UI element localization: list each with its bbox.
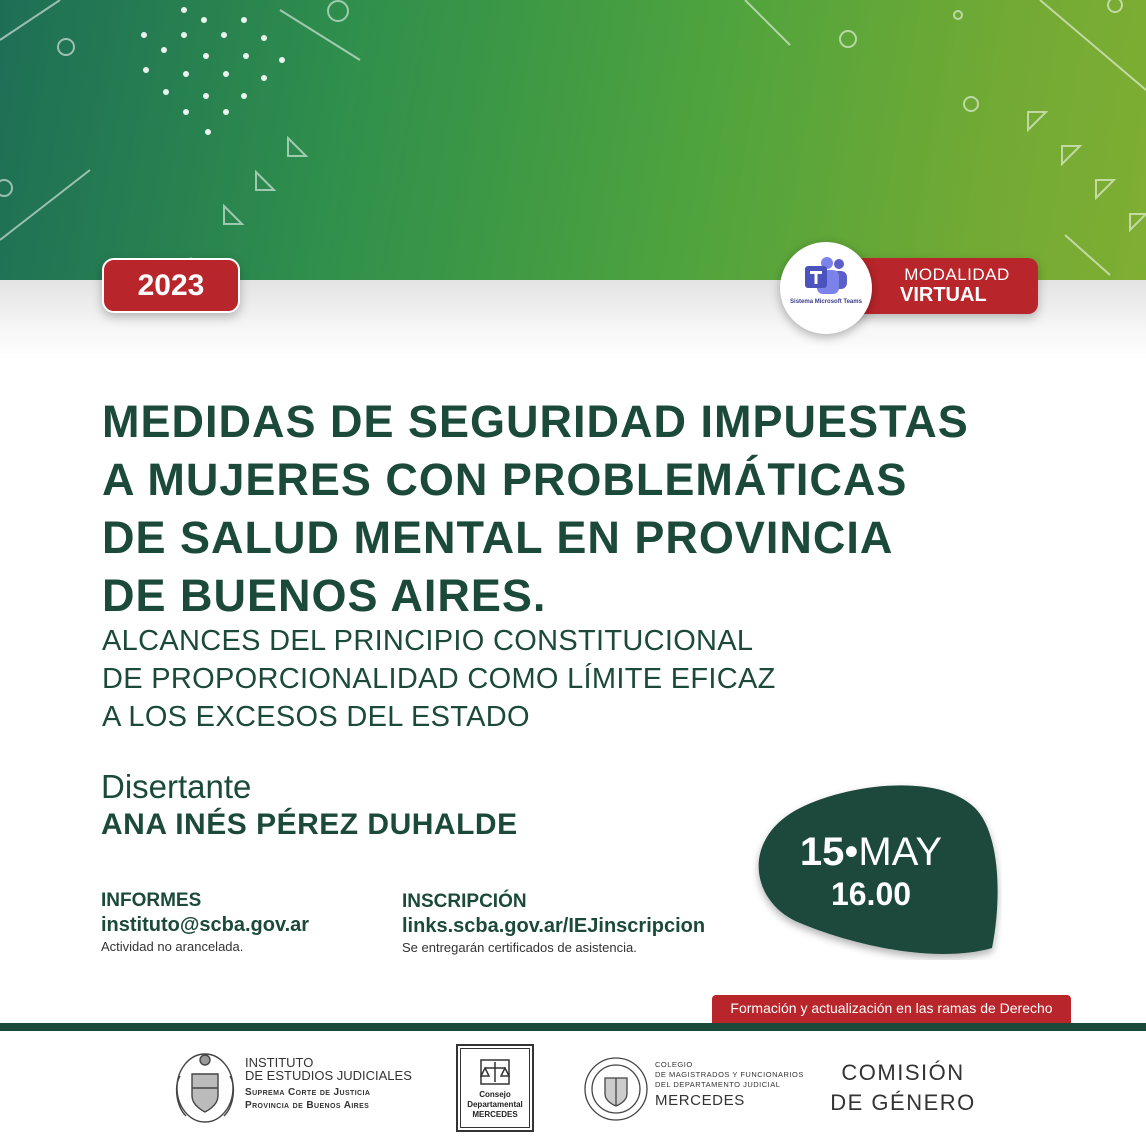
decorative-pattern-icon xyxy=(0,0,1146,282)
microsoft-teams-icon xyxy=(803,256,849,298)
comision-logo-text: COMISIÓN DE GÉNERO xyxy=(830,1060,976,1115)
scales-icon xyxy=(477,1056,513,1088)
consejo-line1: Consejo xyxy=(479,1090,511,1099)
coat-of-arms-icon xyxy=(172,1046,238,1126)
informes-note: Actividad no arancelada. xyxy=(101,939,244,954)
inscripcion-label: INSCRIPCIÓN xyxy=(402,891,527,912)
ieq-line4: Provincia de Buenos Aires xyxy=(245,1100,370,1111)
event-date xyxy=(740,828,1002,912)
colegio-line1: COLEGIO xyxy=(655,1060,693,1069)
colegio-line2: DE MAGISTRADOS Y FUNCIONARIOS xyxy=(655,1070,804,1079)
event-subtitle: ALCANCES DEL PRINCIPIO CONSTITUCIONAL DE PROPORCIONALIDAD COMO LÍMITE EFICAZ A LOS EXCESOS DEL ESTADO xyxy=(102,625,776,733)
colegio-seal-icon xyxy=(583,1056,649,1122)
modality-label: MODALIDAD xyxy=(904,265,1010,284)
consejo-line3: MERCEDES xyxy=(472,1110,518,1119)
ieq-line2: DE ESTUDIOS JUDICIALES xyxy=(245,1068,412,1083)
date-month: MAY xyxy=(858,830,943,874)
teams-caption: Sistema Microsoft Teams xyxy=(790,299,862,305)
teams-logo xyxy=(780,242,872,334)
ieq-logo-text xyxy=(245,1056,412,1112)
modality-value: VIRTUAL xyxy=(900,284,987,306)
footer-divider xyxy=(0,1023,1146,1031)
ieq-line3: Suprema Corte de Justicia xyxy=(245,1087,371,1098)
date-day: 15 xyxy=(799,830,845,874)
speaker-name: ANA INÉS PÉREZ DUHALDE xyxy=(101,808,518,841)
date-separator: • xyxy=(844,830,859,874)
colegio-line3: DEL DEPARTAMENTO JUDICIAL xyxy=(655,1080,781,1089)
consejo-line2: Departamental xyxy=(467,1100,523,1109)
colegio-logo-text xyxy=(655,1060,804,1109)
year-badge: 2023 xyxy=(102,258,240,313)
inscripcion-link[interactable]: links.scba.gov.ar/IEJinscripcion xyxy=(402,915,706,937)
ieq-line1: INSTITUTO xyxy=(245,1055,314,1070)
colegio-line4: MERCEDES xyxy=(655,1092,745,1109)
speaker-label: Disertante xyxy=(101,768,252,805)
inscripcion-note: Se entregarán certificados de asistencia. xyxy=(402,940,637,955)
consejo-logo xyxy=(456,1044,534,1132)
informes-email[interactable]: instituto@scba.gov.ar xyxy=(101,914,310,936)
event-time: 16.00 xyxy=(830,876,912,912)
footer-ribbon: Formación y actualización en las ramas de Derecho xyxy=(712,995,1071,1023)
header-banner xyxy=(0,0,1146,282)
event-title: MEDIDAS DE SEGURIDAD IMPUESTAS A MUJERES CON PROBLEMÁTICAS DE SALUD MENTAL EN PROVINCIA DE BUENOS AIRES. xyxy=(102,396,969,621)
informes-label: INFORMES xyxy=(101,890,202,911)
